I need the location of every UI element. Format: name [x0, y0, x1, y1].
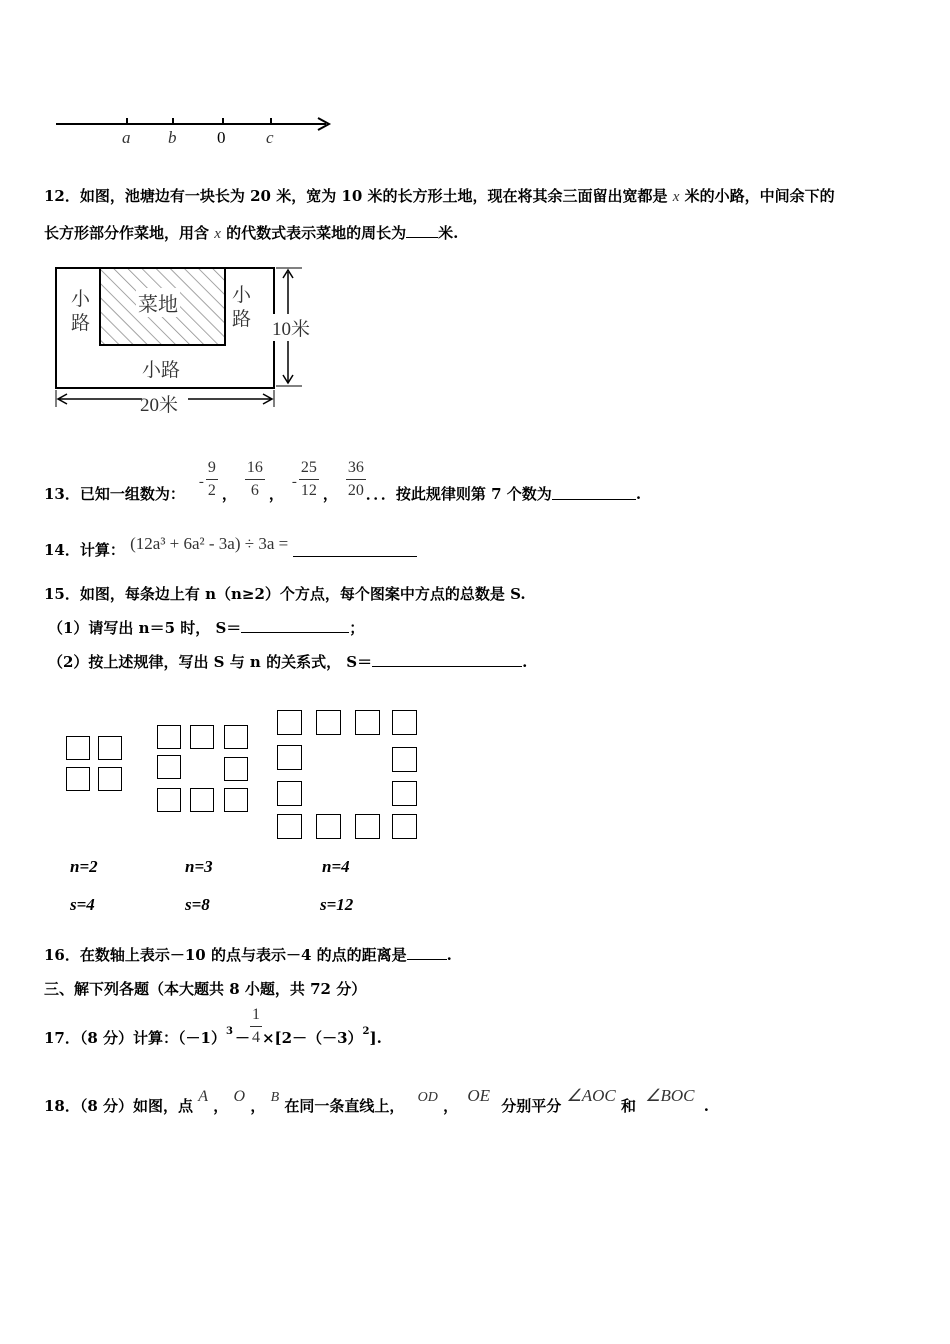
number-line — [50, 110, 340, 155]
q15-line1: 15．如图，每条边上有 n（n≥2）个方点，每个图案中方点的总数是 S. — [44, 585, 526, 603]
q12-line1: 12．如图，池塘边有一块长为 20 米，宽为 10 米的长方形土地，现在将其余三面留出宽都是 x 米的小路，中间余下的 — [44, 187, 835, 205]
label-n2: n=2 — [70, 857, 98, 876]
q14: 14．计算： (12a³ + 6a² - 3a) ÷ 3a = — [44, 532, 417, 556]
q17-fraction: $\frac{1}{4}$ — [251, 1006, 260, 1046]
q17: 17．（8 分）计算：（－1） $^3$ － $\frac{1}{4}$ ×[2－（－3） $^2$ ]. — [44, 1004, 382, 1049]
q15-answer1-blank[interactable] — [241, 632, 349, 633]
numberline-label-b: b — [168, 128, 177, 147]
q13: 13．已知一组数为： - $\frac{9}{2}$ ， $\frac{16}{6}$ ， - $\frac{25}{12}$ ， $\frac{36}{20}$ ．．．按此规律则第 7 个数为 . — [44, 458, 642, 503]
label-n4: n=4 — [322, 857, 350, 876]
q16: 16．在数轴上表示－10 的点与表示－4 的点的距离是 . — [44, 946, 452, 964]
q13-answer-blank[interactable] — [552, 499, 636, 500]
numberline-label-c: c — [266, 128, 274, 147]
fraction-2: $\frac{16}{6}$ — [246, 458, 263, 499]
path-bottom-label: 小路 — [142, 359, 181, 381]
fraction-3: $\frac{25}{12}$ — [300, 458, 317, 499]
q12-line2: 长方形部分作菜地，用含 x 的代数式表示菜地的周长为 米. — [44, 224, 459, 242]
veg-label: 菜地 — [136, 288, 180, 317]
label-s4: s=4 — [70, 895, 95, 914]
q18: 18．（8 分）如图，点 A ， O ， B 在同一条直线上， OD ， OE 分别平分 ∠AOC 和 ∠BOC . — [44, 1086, 709, 1115]
path-right-label: 小路 — [232, 284, 252, 330]
fraction-4: $\frac{36}{20}$ — [347, 458, 364, 499]
section-3-heading: 三、解下列各题（本大题共 8 小题，共 72 分） — [44, 980, 367, 998]
numberline-label-a: a — [122, 128, 131, 147]
fraction-1: $\frac{9}{2}$ — [207, 458, 216, 499]
q15-line2: （1）请写出 n＝5 时， S＝ ； — [48, 619, 365, 637]
numberline-label-0: 0 — [217, 128, 226, 147]
q15-answer2-blank[interactable] — [372, 666, 522, 667]
label-s12: s=12 — [320, 895, 354, 914]
label-n3: n=3 — [185, 857, 213, 876]
height-label: 10米 — [272, 314, 310, 341]
label-s8: s=8 — [185, 895, 210, 914]
q15-line3: （2）按上述规律，写出 S 与 n 的关系式， S＝ . — [48, 653, 528, 671]
path-left-label: 小路 — [71, 288, 91, 334]
width-label: 20米 — [140, 395, 179, 416]
q12-answer-blank[interactable] — [406, 237, 438, 238]
q14-answer-blank[interactable] — [293, 556, 417, 557]
q16-answer-blank[interactable] — [407, 959, 447, 960]
